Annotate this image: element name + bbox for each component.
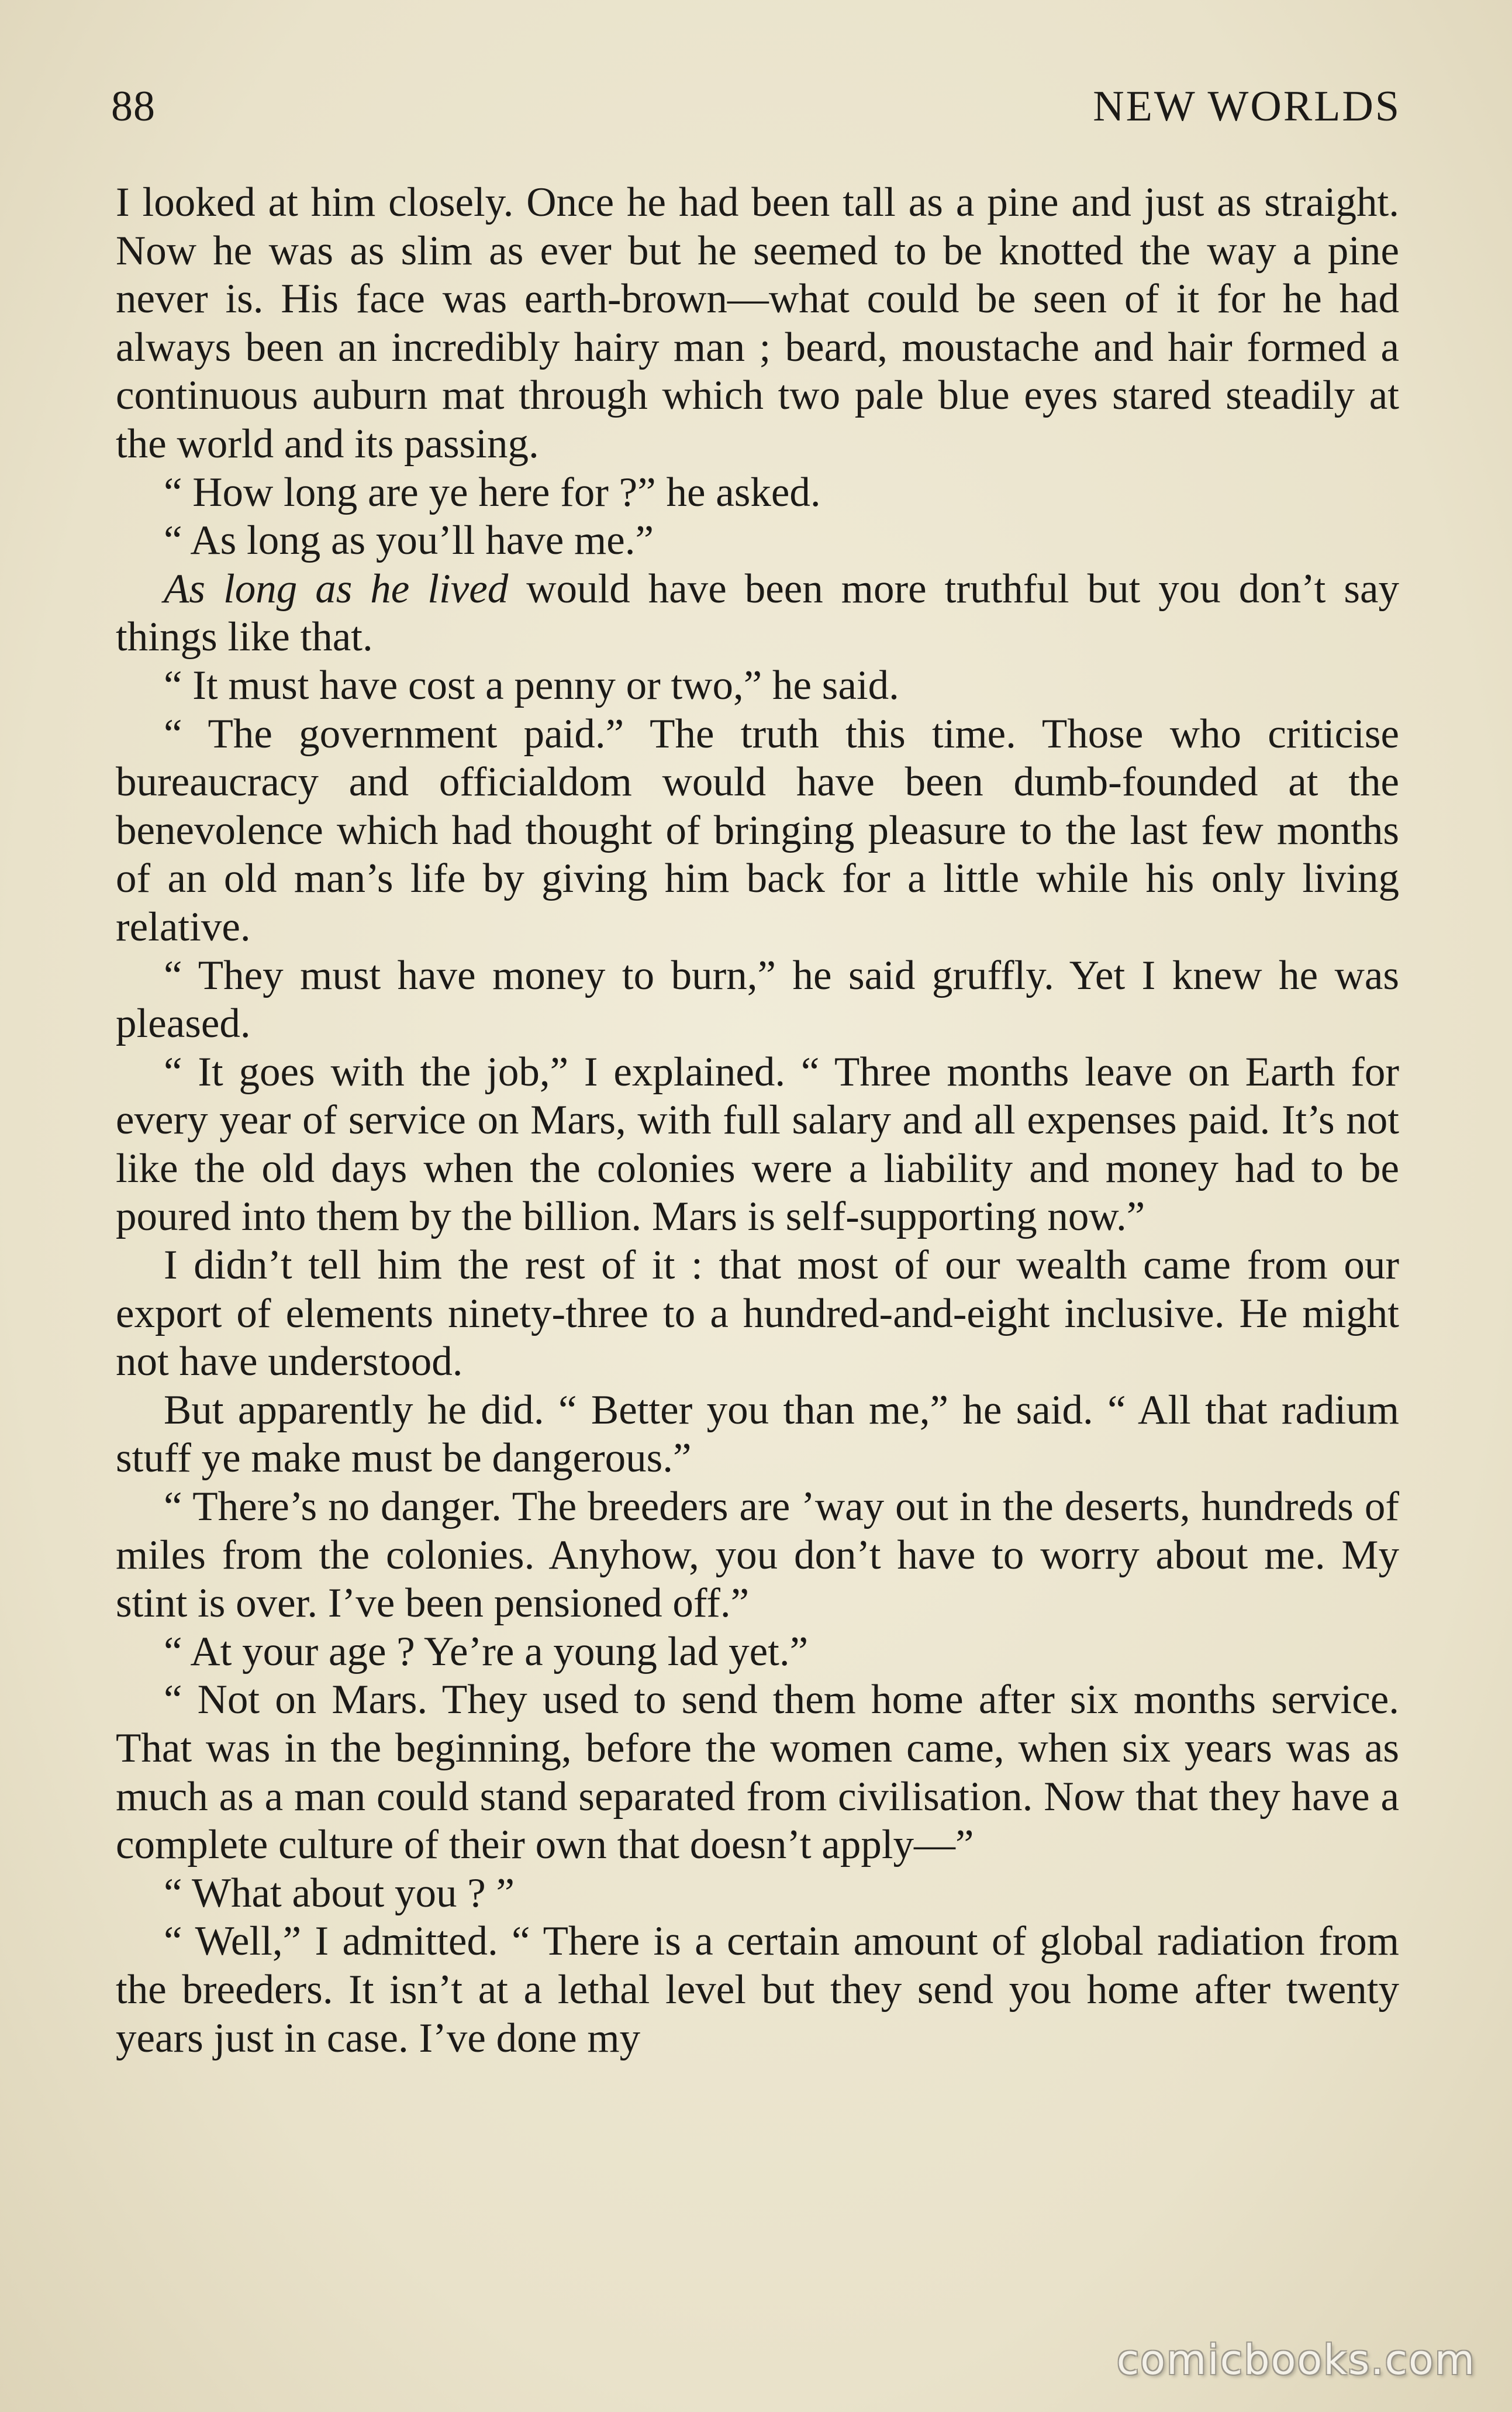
paragraph: “ How long are ye here for ?” he asked. [164,469,821,515]
paragraph [116,565,1399,661]
paragraph: I didn’t tell him the rest of it : that most of our wealth came from our export of elements ninety-three to a hundred-and-eight inclusive. He might not have understood. [116,1242,1399,1385]
italic-phrase: As long as he lived [164,566,509,612]
paragraph: “ They must have money to burn,” he said gruffly. Yet I knew he was pleased. [116,952,1399,1047]
running-head [111,82,1401,146]
paragraph: I looked at him closely. Once he had been tall as a pine and just as straight. Now he was as slim as ever but he seemed to be knotted the way a pine never is. His face was earth-brown—what could be seen of it for he had always been an incredibly hairy man ; beard, moustache and hair formed a continuous auburn mat through which two pale blue eyes stared steadily at the world and its passing. [116,180,1399,467]
paragraph: “ The government paid.” The truth this time. Those who criticise bureaucracy and officialdom would have been dumb-founded at the benevolence which had thought of bringing pleasure to the last few months of an old man’s life by giving him back for a little while his only living relative. [116,711,1399,950]
paragraph: “ As long as you’ll have me.” [164,518,654,564]
page-number: 88 [111,82,156,130]
paragraph: “ Well,” I admitted. “ There is a certain amount of global radiation from the breeders. It isn’t at a lethal level but they send you home after twenty years just in case. I’ve done my [116,1918,1399,2061]
paragraph: But apparently he did. “ Better you than me,” he said. “ All that radium stuff ye make must be dangerous.” [116,1387,1399,1481]
watermark: comicbooks.com [1116,2336,1476,2384]
paragraph: “ At your age ? Ye’re a young lad yet.” [164,1628,809,1674]
journal-title: NEW WORLDS [1093,82,1401,130]
paragraph: “ What about you ? ” [164,1870,515,1916]
paragraph: “ It goes with the job,” I explained. “ Three months leave on Earth for every year of service on Mars, with full salary and all expenses paid. It’s not like the old days when the colonies were a liability and money had to be poured into them by the billion. Mars is self-supporting now.” [116,1049,1399,1240]
body-text [116,178,1399,2062]
paragraph: “ Not on Mars. They used to send them home after six months service. That was in the beginning, before the women came, when six years was as much as a man could stand separated from civilisation. Now that they have a complete culture of their own that doesn’t apply—” [116,1677,1399,1868]
paragraph: “ It must have cost a penny or two,” he said. [164,662,899,708]
paragraph: “ There’s no danger. The breeders are ’way out in the deserts, hundreds of miles from the colonies. Anyhow, you don’t have to worry about me. My stint is over. I’ve been pensioned off.” [116,1484,1399,1627]
paragraph-text: would have been more truthful but you don’t say things like that. [116,566,1399,660]
